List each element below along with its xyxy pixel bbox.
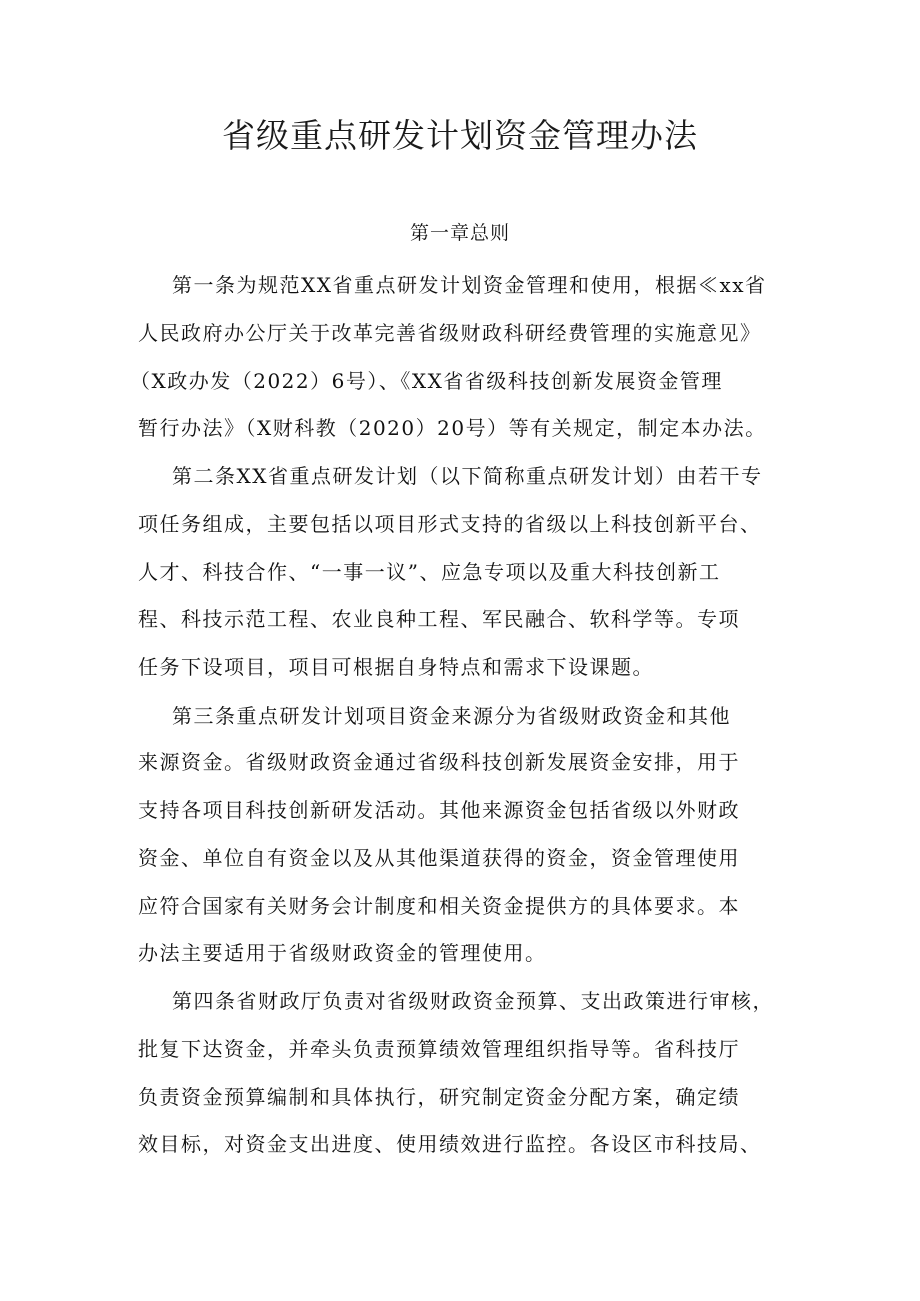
article-3-line-5: 应符合国家有关财务会计制度和相关资金提供方的具体要求。本	[138, 894, 740, 918]
article-4-line-2: 批复下达资金，并牵头负责预算绩效管理组织指导等。省科技厅	[138, 1037, 740, 1061]
article-4-line-1: 第四条省财政厅负责对省级财政资金预算、支出政策进行审核，	[172, 989, 774, 1013]
article-3-line-4: 资金、单位自有资金以及从其他渠道获得的资金，资金管理使用	[138, 846, 740, 870]
article-1-line-4: 暂行办法》（X财科教（2020）20号）等有关规定，制定本办法。	[138, 416, 767, 440]
article-3-line-3: 支持各项目科技创新研发活动。其他来源资金包括省级以外财政	[138, 798, 740, 822]
article-3-line-2: 来源资金。省级财政资金通过省级科技创新发展资金安排，用于	[138, 750, 740, 774]
article-2-line-5: 任务下设项目，项目可根据自身特点和需求下设课题。	[138, 655, 654, 679]
article-3-line-1: 第三条重点研发计划项目资金来源分为省级财政资金和其他	[172, 704, 731, 728]
article-1-line-1: 第一条为规范XX省重点研发计划资金管理和使用，根据≪xx省	[172, 273, 767, 297]
article-3-line-6: 办法主要适用于省级财政资金的管理使用。	[138, 941, 547, 965]
article-4-line-3: 负责资金预算编制和具体执行，研究制定资金分配方案，确定绩	[138, 1085, 740, 1109]
chapter-heading: 第一章总则	[409, 222, 510, 244]
document-title: 省级重点研发计划资金管理办法	[222, 116, 698, 155]
article-2-line-4: 程、科技示范工程、农业良种工程、军民融合、软科学等。专项	[138, 607, 740, 631]
article-2-line-3: 人才、科技合作、“一事一议”、应急专项以及重大科技创新工	[138, 560, 721, 584]
article-2-line-1: 第二条XX省重点研发计划（以下简称重点研发计划）由若干专	[172, 464, 763, 488]
article-1-line-3: （X政办发（2022）6号）、《XX省省级科技创新发展资金管理	[130, 369, 723, 393]
article-2-line-2: 项任务组成，主要包括以项目形式支持的省级以上科技创新平台、	[138, 512, 762, 536]
article-1-line-2: 人民政府办公厅关于改革完善省级财政科研经费管理的实施意见》	[138, 321, 762, 345]
article-4-line-4: 效目标，对资金支出进度、使用绩效进行监控。各设区市科技局、	[138, 1132, 762, 1156]
